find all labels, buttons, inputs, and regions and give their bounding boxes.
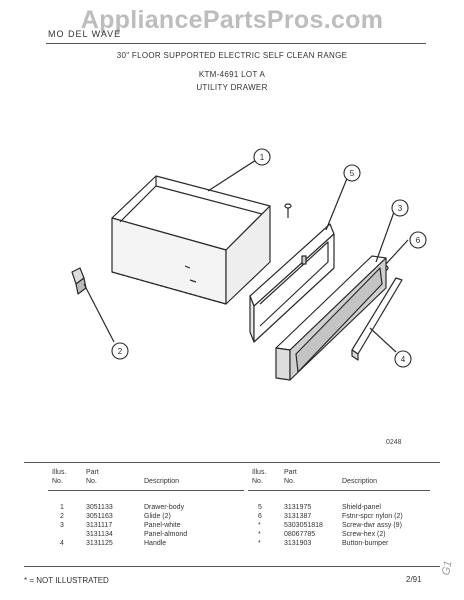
screw-part bbox=[285, 204, 291, 218]
row-illus: 5 bbox=[258, 504, 262, 511]
callout-label-3: 3 bbox=[397, 204, 403, 213]
right-illus-header bbox=[252, 468, 266, 486]
range-title: 30" FLOOR SUPPORTED ELECTRIC SELF CLEAN RANGE bbox=[116, 51, 348, 60]
row-description: Handle bbox=[144, 540, 167, 547]
right-illus-no-label: No. bbox=[252, 478, 263, 485]
left-header-rule bbox=[48, 490, 244, 491]
row-illus: 2 bbox=[60, 513, 64, 520]
row-part-number: 3051133 bbox=[86, 504, 113, 511]
right-part-header bbox=[284, 468, 297, 486]
row-description: Screw-dwr assy (9) bbox=[342, 522, 402, 529]
left-part-label: Part bbox=[86, 469, 99, 476]
row-description: Panel-almond bbox=[144, 531, 188, 538]
row-illus: 3 bbox=[60, 522, 64, 529]
left-illus-header bbox=[52, 468, 66, 486]
row-illus: * bbox=[258, 540, 261, 547]
right-header-rule bbox=[248, 490, 430, 491]
margin-scribble: G1 bbox=[440, 559, 455, 577]
row-illus: * bbox=[258, 522, 261, 529]
row-description: Drawer-body bbox=[144, 504, 185, 511]
left-illus-label: Illus. bbox=[52, 469, 67, 476]
row-part-number: 3131117 bbox=[86, 522, 113, 529]
row-part-number: 5303051818 bbox=[284, 522, 323, 529]
right-desc-header: Description bbox=[342, 478, 378, 485]
callout-label-6: 6 bbox=[415, 236, 421, 245]
row-description: Button-bumper bbox=[342, 540, 389, 547]
row-part-number: 3131975 bbox=[284, 504, 312, 511]
row-description: Shield-panel bbox=[342, 504, 381, 511]
callout-label-2: 2 bbox=[117, 347, 123, 356]
glide-part bbox=[72, 268, 86, 294]
exploded-parts-diagram bbox=[40, 128, 440, 400]
model-lot: KTM-4691 LOT A bbox=[198, 70, 266, 79]
section-title: UTILITY DRAWER bbox=[196, 83, 268, 92]
row-part-number: 3131125 bbox=[86, 540, 113, 547]
drawer-body-part bbox=[112, 176, 270, 304]
right-part-label: Part bbox=[284, 469, 297, 476]
row-part-number: 3131387 bbox=[284, 513, 312, 520]
row-description: Screw-hex (2) bbox=[342, 531, 386, 538]
table-bottom-rule bbox=[24, 566, 440, 567]
callout-label-5: 5 bbox=[349, 169, 355, 178]
row-illus: 1 bbox=[60, 504, 64, 511]
page-code: 0248 bbox=[386, 439, 402, 446]
not-illustrated-note: * = NOT ILLUSTRATED bbox=[24, 576, 109, 585]
table-top-rule bbox=[24, 462, 440, 463]
revision-date: 2/91 bbox=[406, 575, 422, 584]
row-part-number: 3131134 bbox=[86, 531, 113, 538]
row-part-number: 3131903 bbox=[284, 540, 312, 547]
watermark: AppliancePartsPros.com bbox=[80, 6, 384, 34]
row-illus: 4 bbox=[60, 540, 64, 547]
callout-label-1: 1 bbox=[259, 153, 265, 162]
brand-header: MO DEL WAVE bbox=[48, 29, 122, 39]
row-part-number: 08067785 bbox=[284, 531, 316, 538]
row-description: Glide (2) bbox=[144, 513, 171, 520]
row-illus: 6 bbox=[258, 513, 262, 520]
right-illus-label: Illus. bbox=[252, 469, 267, 476]
row-description: Panel-white bbox=[144, 522, 181, 529]
left-part-no-label: No. bbox=[86, 478, 97, 485]
row-description: Fstnr-spcr nylon (2) bbox=[342, 513, 403, 520]
right-part-no-label: No. bbox=[284, 478, 295, 485]
row-part-number: 3051163 bbox=[86, 513, 113, 520]
header-rule bbox=[46, 43, 426, 44]
callout-label-4: 4 bbox=[400, 355, 406, 364]
left-desc-header: Description bbox=[144, 478, 180, 485]
row-illus: * bbox=[258, 531, 261, 538]
left-part-header bbox=[86, 468, 99, 486]
left-illus-no-label: No. bbox=[52, 478, 63, 485]
